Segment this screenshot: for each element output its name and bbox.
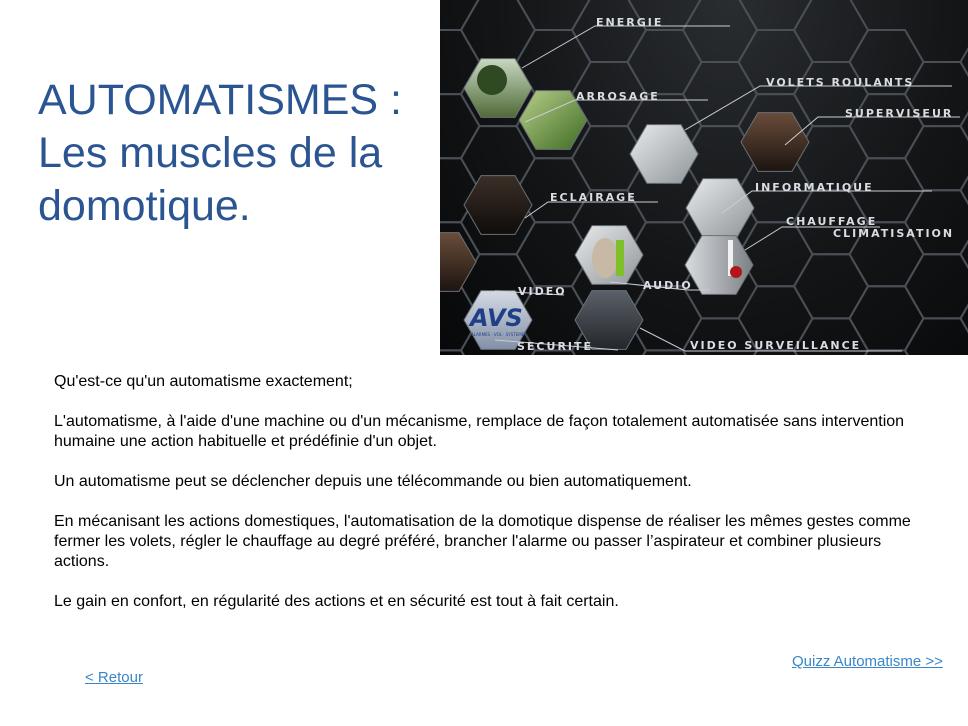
hexagon-outline xyxy=(440,350,480,355)
label-chauffage: CHAUFFAGE xyxy=(786,215,878,228)
tree-icon xyxy=(477,65,507,95)
hexagon-outline xyxy=(961,222,968,286)
avs-logo: AVS xyxy=(470,304,523,332)
hexagon-outline xyxy=(628,30,702,94)
lighting-photo xyxy=(464,176,532,235)
hexagon-outline xyxy=(440,0,480,30)
hexagon-outline xyxy=(961,350,968,355)
avs-logo-subtext: ALARMES · VOL · SYSTEMES xyxy=(471,332,527,337)
hexagon-outline xyxy=(961,30,968,94)
paragraph-trigger: Un automatisme peut se déclencher depuis une télécommande ou bien automatiquement. xyxy=(54,473,692,490)
label-securite: SECURITE xyxy=(517,340,594,353)
hexagon-outline xyxy=(850,94,924,158)
hexagon-outline xyxy=(905,126,968,190)
label-audio: AUDIO xyxy=(643,279,693,292)
supervisor-photo xyxy=(741,113,809,172)
label-energie: ENERGIE xyxy=(596,16,664,29)
label-volets-roulants: VOLETS ROULANTS xyxy=(766,76,915,89)
label-eclairage: ECLAIRAGE xyxy=(550,191,637,204)
paragraph-benefits: Le gain en confort, en régularité des actions et en sécurité est tout à fait certain. xyxy=(54,593,619,610)
page-title-line-3: domotique. xyxy=(38,182,251,230)
label-informatique: INFORMATIQUE xyxy=(755,181,874,194)
headphone-icon xyxy=(616,240,624,276)
label-arrosage: ARROSAGE xyxy=(576,90,660,103)
quizz-automatisme-link[interactable]: Quizz Automatisme >> xyxy=(792,653,943,670)
paragraph-definition: L'automatisme, à l'aide d'une machine ou d'un mécanisme, remplace de façon totalement automatisée sans intervention humaine une action habituelle et prédéfinie d'un objet. xyxy=(54,413,905,450)
hexagon-outline xyxy=(905,318,968,355)
hexagon-outline xyxy=(961,286,968,350)
paragraph-actions: En mécanisant les actions domestiques, l'automatisation de la domotique dispense de réaliser les mêmes gestes comme fermer les volets, régler le chauffage au degré préféré, brancher l'alarme ou passer l’aspirateur et combiner plusieurs actions. xyxy=(54,513,911,570)
label-video: VIDEO xyxy=(518,285,567,298)
hexagon-outline xyxy=(739,222,813,286)
page-title-line-2: Les muscles de la xyxy=(38,129,383,177)
hexagon-outline xyxy=(517,0,591,30)
hexagon-outline xyxy=(905,190,968,254)
thermometer-bulb-icon xyxy=(730,266,742,278)
intro-question: Qu'est-ce qu'un automatisme exactement; xyxy=(54,373,353,390)
computer-photo xyxy=(686,179,754,238)
hexagon-outline xyxy=(961,158,968,222)
article-body xyxy=(54,372,934,632)
domotics-hexagon-banner xyxy=(440,0,968,355)
hexagon-outline xyxy=(961,94,968,158)
hexagon-outline xyxy=(794,0,868,62)
page-title xyxy=(38,74,438,233)
hexagon-outline xyxy=(905,254,968,318)
label-video-surveillance: VIDEO SURVEILLANCE xyxy=(690,339,862,352)
hexagon-outline xyxy=(794,254,868,318)
back-link[interactable]: < Retour xyxy=(85,669,143,686)
hexagon-outline xyxy=(739,0,813,30)
face-icon xyxy=(592,238,618,278)
hexagon-grid-image xyxy=(440,0,968,355)
shutters-photo xyxy=(630,125,698,184)
label-superviseur: SUPERVISEUR xyxy=(845,107,954,120)
label-climatisation: CLIMATISATION xyxy=(833,227,955,240)
page-title-line-1: AUTOMATISMES : xyxy=(38,76,402,124)
video-room-photo xyxy=(440,233,476,292)
